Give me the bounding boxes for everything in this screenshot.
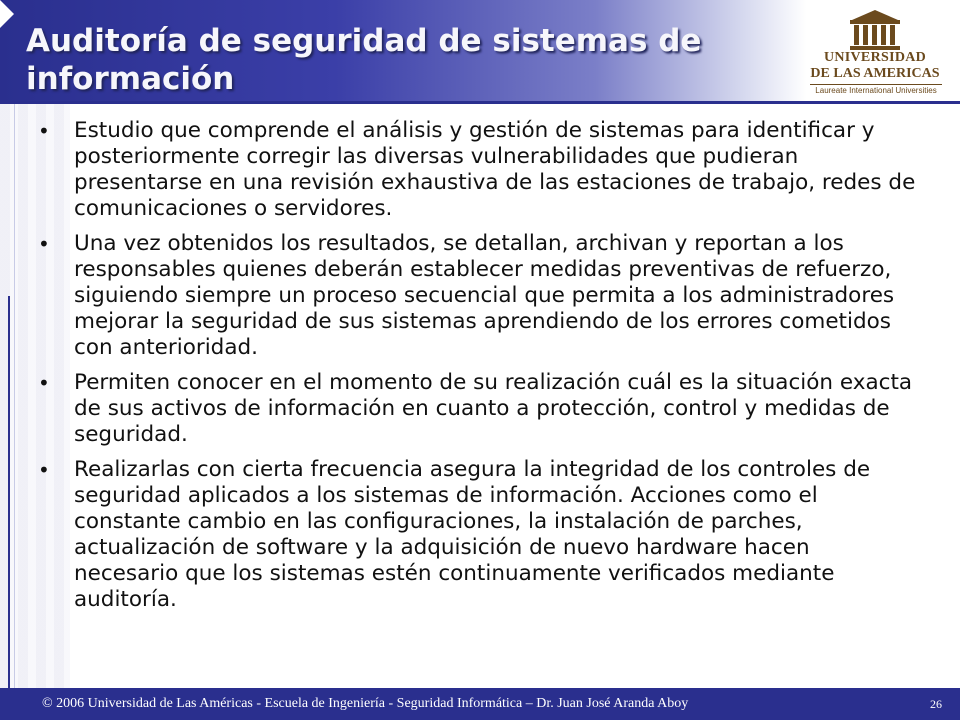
bullet-icon: • [38, 371, 50, 395]
bullet-icon: • [38, 119, 50, 143]
university-logo [800, 8, 950, 98]
bullet-item [30, 457, 920, 613]
building-columns-icon [800, 8, 950, 52]
bullet-text: Permiten conocer en el momento de su realización cuál es la situación exacta de sus activos de información en cuanto a protección, control y medidas de seguridad. [74, 370, 913, 447]
side-accent-rule [8, 296, 10, 688]
bullet-text: Estudio que comprende el análisis y gestión de sistemas para identificar y posteriormente corregir las diversas vulnerabilidades que pudieran presentarse en una revisión exhaustiva de las estaciones de trabajo, redes de comunicaciones o servidores. [74, 118, 916, 221]
slide-title: Auditoría de seguridad de sistemas de información [26, 23, 702, 97]
footer-copyright: © 2006 Universidad de Las Américas - Escuela de Ingeniería - Seguridad Informática – Dr. Juan José Aranda Aboy [42, 696, 689, 711]
bullet-item [30, 231, 920, 361]
bullet-icon: • [38, 232, 50, 256]
slide-footer [0, 688, 960, 720]
bullet-list [30, 118, 920, 622]
page-number: 26 [930, 697, 942, 711]
corner-triangle-icon [0, 0, 14, 28]
left-divider [14, 104, 15, 689]
bullet-item [30, 118, 920, 222]
logo-name-line1: UNIVERSIDAD [823, 50, 927, 65]
bullet-item [30, 370, 920, 448]
bullet-icon: • [38, 458, 50, 482]
bullet-text: Una vez obtenidos los resultados, se detallan, archivan y reportan a los responsables quienes deberán establecer medidas preventivas de refuerzo, siguiendo siempre un proceso secuencial que permita a los administradores mejorar la seguridad de sus sistemas aprendiendo de los errores cometidos con anterioridad. [74, 231, 895, 360]
logo-tagline: Laureate International Universities [810, 84, 942, 95]
logo-name-line2: DE LAS AMERICAS [810, 66, 940, 81]
bullet-text: Realizarlas con cierta frecuencia asegura la integridad de los controles de seguridad aplicados a los sistemas de información. Acciones como el constante cambio en las configuraciones, la instalación de parches, actualización de software y la adquisición de nuevo hardware hacen necesario que los sistemas estén continuamente verificados mediante auditoría. [74, 457, 871, 612]
